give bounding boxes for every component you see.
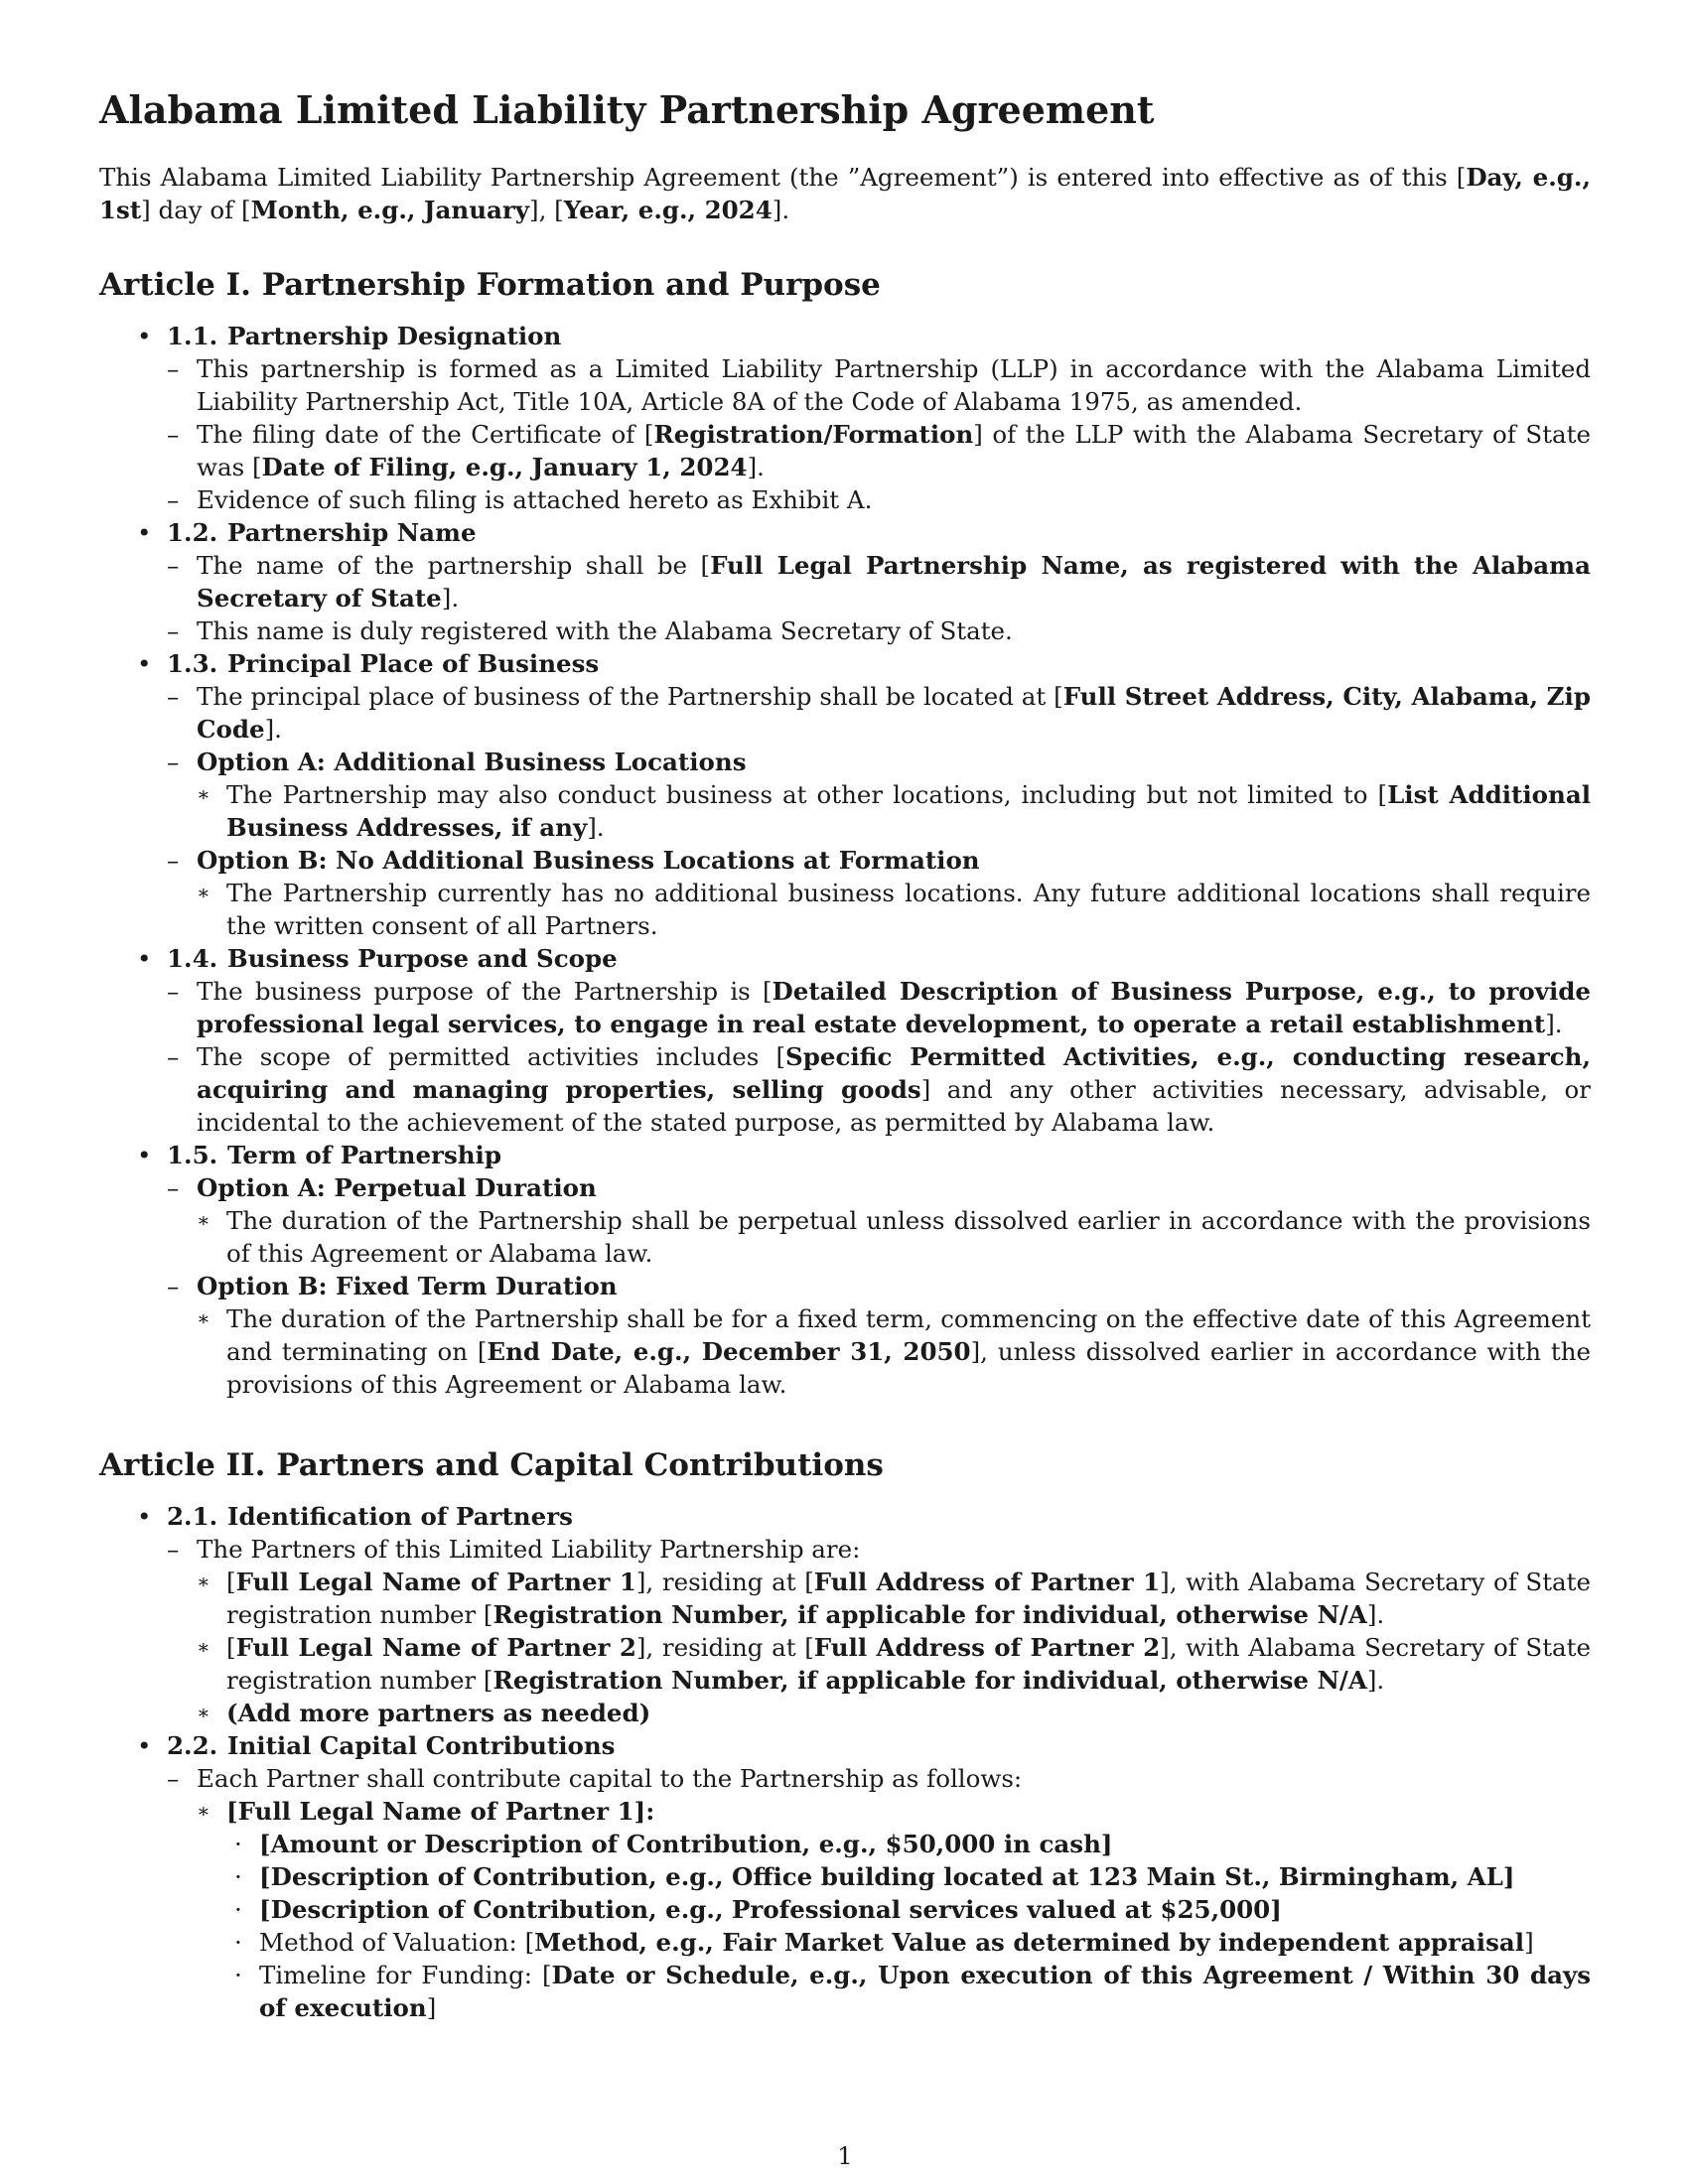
intro-text: This Alabama Limited Liability Partnership Agreement (the ”Agreement”) is entered into effective as of this [	[99, 163, 1467, 192]
list-item	[197, 1204, 1591, 1270]
item-text: The Partners of this Limited Liability Partnership are:	[197, 1535, 861, 1564]
contribution-item	[226, 1959, 1591, 2024]
section-heading	[167, 1139, 1591, 1171]
item-text: The business purpose of the Partnership is [	[197, 977, 773, 1006]
item-label: Timeline for Funding:	[259, 1961, 542, 1989]
star-marker: ∗	[197, 1799, 211, 1823]
section-title: Partnership Designation	[227, 322, 562, 350]
star-marker: ∗	[197, 1570, 211, 1593]
partner-name: Full Legal Name of Partner 1	[237, 1797, 634, 1826]
item-text: The scope of permitted activities includes [	[197, 1042, 786, 1071]
bullet-marker: •	[137, 1141, 152, 1169]
section-title: Identification of Partners	[227, 1502, 573, 1531]
option-a	[167, 746, 1591, 844]
dash-marker: –	[167, 682, 180, 711]
document-title: Alabama Limited Liability Partnership Agreement	[99, 87, 1155, 132]
section-number: 1.3.	[167, 649, 218, 678]
list-item	[167, 1533, 1591, 1729]
star-marker: ∗	[197, 1208, 211, 1232]
item-label: Method of Valuation:	[259, 1928, 525, 1957]
contribution-item	[226, 1828, 1591, 1860]
star-marker: ∗	[197, 881, 211, 904]
dash-marker: –	[167, 354, 180, 383]
section-items	[167, 1762, 1591, 2024]
list-item	[167, 975, 1591, 1040]
section-items	[167, 680, 1591, 942]
placeholder-text: Detailed Description of Business Purpose, e.g., to provide professional legal services, to engage in real estate development, to operate a retail establishment	[197, 977, 1591, 1038]
item-text: ].	[1366, 1666, 1385, 1695]
bullet-marker: •	[137, 1731, 152, 1760]
section-2-1	[99, 1500, 1591, 1729]
list-item	[167, 418, 1591, 483]
list-item	[167, 352, 1591, 418]
item-text: ].	[587, 813, 605, 842]
partner-item	[197, 1631, 1591, 1697]
placeholder-text: Method, e.g., Fair Market Value as determined by independent appraisal	[534, 1928, 1525, 1957]
bullet-marker: •	[137, 322, 152, 350]
option-items	[197, 1302, 1591, 1401]
option-items	[197, 877, 1591, 942]
star-marker: ∗	[197, 1701, 211, 1724]
option-b	[167, 1270, 1591, 1401]
option-items	[197, 778, 1591, 844]
section-1-4	[99, 942, 1591, 1139]
section-heading	[167, 1500, 1591, 1533]
intro-text: ].	[772, 196, 790, 224]
list-item	[167, 614, 1591, 647]
placeholder-text: Specific Permitted Activities, e.g., conducting research, acquiring and managing properties, selling goods	[197, 1042, 1591, 1104]
section-title: Initial Capital Contributions	[227, 1731, 616, 1760]
section-1-2	[99, 516, 1591, 647]
dot-marker: ·	[234, 1895, 242, 1924]
add-more-note: (Add more partners as needed)	[226, 1699, 651, 1727]
partner-contribution	[197, 1795, 1591, 2024]
star-marker: ∗	[197, 1306, 211, 1330]
item-text: ], with Alabama Secretary of State registration number [	[226, 1568, 1592, 1629]
section-items	[167, 1533, 1591, 1729]
section-title: Term of Partnership	[227, 1141, 501, 1169]
item-text: This name is duly registered with the Alabama Secretary of State.	[197, 616, 1013, 645]
dash-marker: –	[167, 748, 180, 776]
partner-registration: Registration Number, if applicable for individual, otherwise N/A	[492, 1666, 1367, 1695]
section-heading	[167, 516, 1591, 549]
placeholder-text: [Amount or Description of Contribution, e.g., $50,000 in cash]	[259, 1830, 1113, 1858]
dash-marker: –	[167, 616, 180, 645]
item-text: [	[226, 1797, 238, 1826]
item-text: [	[226, 1568, 236, 1596]
option-title: Option A: Additional Business Locations	[197, 748, 747, 776]
dash-marker: –	[167, 420, 180, 449]
placeholder-text: Date or Schedule, e.g., Upon execution of this Agreement / Within 30 days of execution	[259, 1961, 1591, 2022]
option-b	[167, 844, 1591, 942]
item-text: ].	[1366, 1600, 1385, 1629]
section-number: 2.2.	[167, 1731, 218, 1760]
item-text: ], unless dissolved earlier in accordance with the provisions of this Agreement or Alabama law.	[226, 1337, 1591, 1399]
item-text: ].	[747, 453, 765, 481]
item-text: ]:	[633, 1797, 655, 1826]
section-number: 2.1.	[167, 1502, 218, 1531]
section-heading	[167, 1729, 1591, 1762]
item-text: ], residing at [	[635, 1633, 814, 1662]
option-title: Option A: Perpetual Duration	[197, 1173, 597, 1202]
section-items	[167, 1171, 1591, 1401]
partner-item	[197, 1697, 1591, 1729]
partner-registration: Registration Number, if applicable for individual, otherwise N/A	[492, 1600, 1367, 1629]
dash-marker: –	[167, 1173, 180, 1202]
dot-marker: ·	[234, 1928, 242, 1957]
item-text: The name of the partnership shall be [	[197, 551, 711, 580]
list-item	[197, 778, 1591, 844]
item-text: ], with Alabama Secretary of State registration number [	[226, 1633, 1592, 1695]
list-item	[167, 1040, 1591, 1139]
section-items	[167, 352, 1591, 516]
section-number: 1.2.	[167, 518, 218, 547]
dash-marker: –	[167, 1535, 180, 1564]
year-placeholder: Year, e.g., 2024	[563, 196, 773, 224]
section-number: 1.4.	[167, 944, 218, 973]
item-text: Each Partner shall contribute capital to the Partnership as follows:	[197, 1764, 1023, 1793]
bullet-marker: •	[137, 944, 152, 973]
section-title: Principal Place of Business	[227, 649, 600, 678]
partner-address: Full Address of Partner 2	[813, 1633, 1161, 1662]
bullet-marker: •	[137, 649, 152, 678]
page-number: 1	[837, 2142, 853, 2170]
item-text: ] of the LLP with the Alabama Secretary of State was [	[197, 420, 1591, 481]
section-items	[167, 975, 1591, 1139]
item-text: ].	[1545, 1010, 1563, 1038]
dash-marker: –	[167, 846, 180, 875]
section-title: Partnership Name	[227, 518, 477, 547]
intro-paragraph	[99, 161, 1591, 226]
section-1-3	[99, 647, 1591, 942]
section-1-1	[99, 320, 1591, 516]
item-text: ].	[264, 715, 282, 744]
day-placeholder: Day, e.g., 1st	[99, 163, 1591, 224]
section-number: 1.5.	[167, 1141, 218, 1169]
placeholder-text: Registration/Formation	[653, 420, 974, 449]
bullet-marker: •	[137, 1502, 152, 1531]
document-page	[99, 0, 1591, 2184]
partner-name: Full Legal Name of Partner 1	[235, 1568, 636, 1596]
dash-marker: –	[167, 977, 180, 1006]
placeholder-text: Date of Filing, e.g., January 1, 2024	[261, 453, 748, 481]
option-items	[197, 1204, 1591, 1270]
list-item	[167, 483, 1591, 516]
list-item	[167, 549, 1591, 614]
section-heading	[167, 647, 1591, 680]
option-title: Option B: No Additional Business Locations at Formation	[197, 846, 980, 875]
item-text: This partnership is formed as a Limited Liability Partnership (LLP) in accordance with the Alabama Limited Liability Partnership Act, Title 10A, Article 8A of the Code of Alabama 1975, as amended.	[197, 354, 1591, 416]
article-1-sections	[99, 320, 1591, 1401]
list-item	[197, 877, 1591, 942]
dot-marker: ·	[234, 1961, 242, 1989]
contribution-item	[226, 1926, 1591, 1959]
item-text: [	[524, 1928, 535, 1957]
contribution-item	[226, 1893, 1591, 1926]
dash-marker: –	[167, 551, 180, 580]
item-text: The filing date of the Certificate of [	[197, 420, 654, 449]
placeholder-text: List Additional Business Addresses, if any	[226, 780, 1591, 842]
list-item	[197, 1302, 1591, 1401]
article-1-heading: Article I. Partnership Formation and Purpose	[99, 267, 881, 303]
intro-text: ] day of [	[141, 196, 251, 224]
placeholder-text: End Date, e.g., December 31, 2050	[487, 1337, 971, 1366]
intro-text: ], [	[529, 196, 564, 224]
item-text: The duration of the Partnership shall be for a fixed term, commencing on the effective date of this Agreement and terminating on [	[226, 1304, 1591, 1366]
star-marker: ∗	[197, 782, 211, 806]
contribution-list	[197, 1795, 1591, 2024]
dot-marker: ·	[234, 1862, 242, 1891]
placeholder-text: Full Street Address, City, Alabama, Zip Code	[197, 682, 1591, 744]
month-placeholder: Month, e.g., January	[250, 196, 530, 224]
section-1-5	[99, 1139, 1591, 1401]
partner-address: Full Address of Partner 1	[813, 1568, 1161, 1596]
article-2-sections	[99, 1500, 1591, 2024]
partner-list	[197, 1566, 1591, 1729]
section-number: 1.1.	[167, 322, 218, 350]
list-item	[167, 680, 1591, 746]
item-text: Evidence of such filing is attached hereto as Exhibit A.	[197, 485, 873, 514]
item-text: [	[226, 1633, 236, 1662]
section-heading	[167, 942, 1591, 975]
item-text: ]	[426, 1993, 437, 2022]
item-text: ].	[441, 584, 460, 613]
item-text: The duration of the Partnership shall be perpetual unless dissolved earlier in accordance with the provisions of this Agreement or Alabama law.	[226, 1206, 1591, 1268]
section-items	[167, 549, 1591, 647]
contribution-item	[226, 1860, 1591, 1893]
item-text: The Partnership currently has no additional business locations. Any future additional locations shall require the written consent of all Partners.	[226, 879, 1591, 940]
article-2-heading: Article II. Partners and Capital Contributions	[99, 1447, 884, 1483]
placeholder-text: Full Legal Partnership Name, as registered with the Alabama Secretary of State	[197, 551, 1591, 613]
item-text: ], residing at [	[635, 1568, 814, 1596]
section-2-2	[99, 1729, 1591, 2024]
item-text: ] and any other activities necessary, advisable, or incidental to the achievement of the stated purpose, as permitted by Alabama law.	[197, 1075, 1591, 1137]
list-item	[167, 1762, 1591, 2024]
dash-marker: –	[167, 1764, 180, 1793]
partner-name: Full Legal Name of Partner 2	[235, 1633, 636, 1662]
bullet-marker: •	[137, 518, 152, 547]
item-text: ]	[1524, 1928, 1534, 1957]
option-title: Option B: Fixed Term Duration	[197, 1272, 618, 1300]
dot-marker: ·	[234, 1830, 242, 1858]
section-title: Business Purpose and Scope	[227, 944, 618, 973]
item-text: The principal place of business of the Partnership shall be located at [	[197, 682, 1063, 711]
partner-item	[197, 1566, 1591, 1631]
star-marker: ∗	[197, 1635, 211, 1659]
contribution-items	[226, 1828, 1591, 2024]
option-a	[167, 1171, 1591, 1270]
dash-marker: –	[167, 1272, 180, 1300]
section-heading	[167, 320, 1591, 352]
item-text: [	[541, 1961, 552, 1989]
placeholder-text: [Description of Contribution, e.g., Professional services valued at $25,000]	[259, 1895, 1282, 1924]
placeholder-text: [Description of Contribution, e.g., Office building located at 123 Main St., Birmingham, AL]	[259, 1862, 1515, 1891]
item-text: The Partnership may also conduct business at other locations, including but not limited to [	[226, 780, 1388, 809]
dash-marker: –	[167, 1042, 180, 1071]
dash-marker: –	[167, 485, 180, 514]
